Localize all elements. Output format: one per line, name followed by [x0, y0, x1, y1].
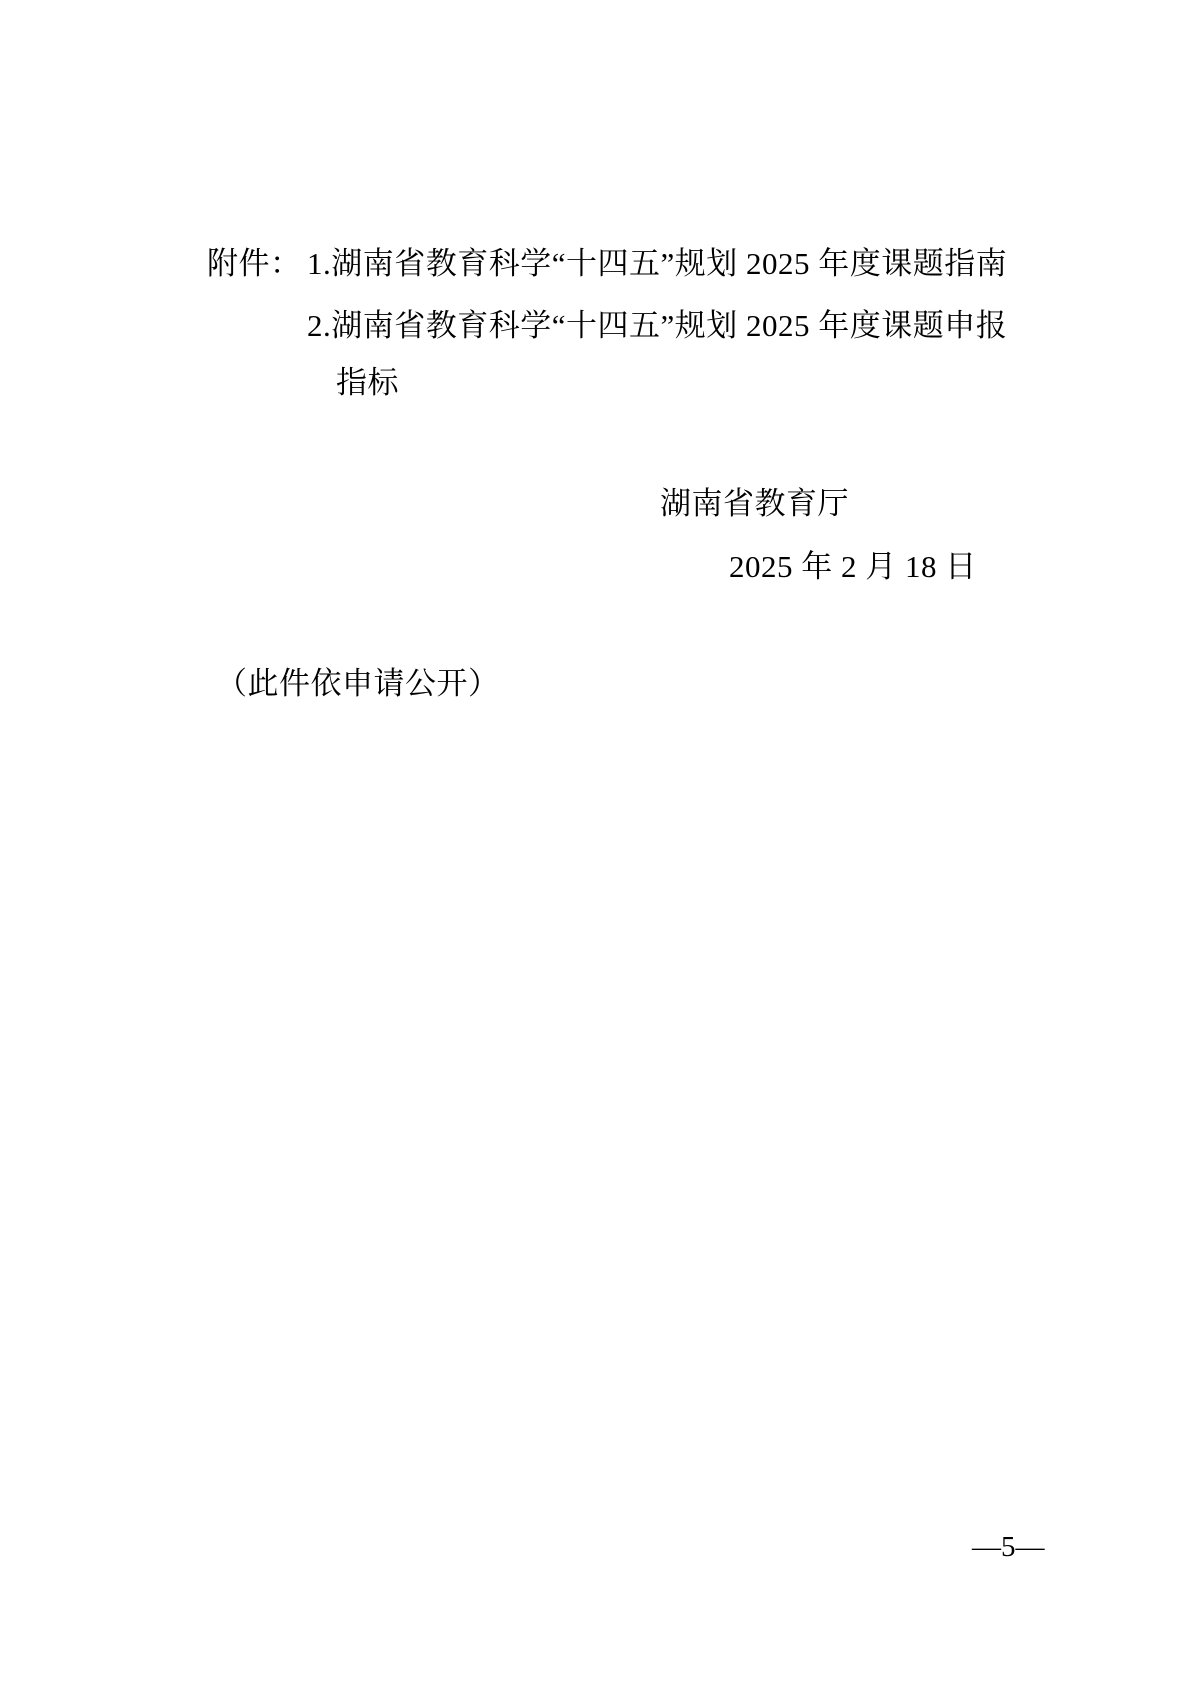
attachment-item-2: 2.湖南省教育科学“十四五”规划 2025 年度课题申报 [307, 308, 1008, 343]
attachment-label: 附件： [207, 246, 302, 281]
attachment-item-1: 1.湖南省教育科学“十四五”规划 2025 年度课题指南 [307, 246, 1008, 281]
page-number: —5— [972, 1531, 1045, 1563]
disclosure-note: （此件依申请公开） [216, 666, 500, 701]
document-date: 2025 年 2 月 18 日 [729, 549, 977, 584]
attachment-item-2-continuation: 指标 [336, 365, 399, 400]
issuer-signature: 湖南省教育厅 [660, 486, 849, 521]
